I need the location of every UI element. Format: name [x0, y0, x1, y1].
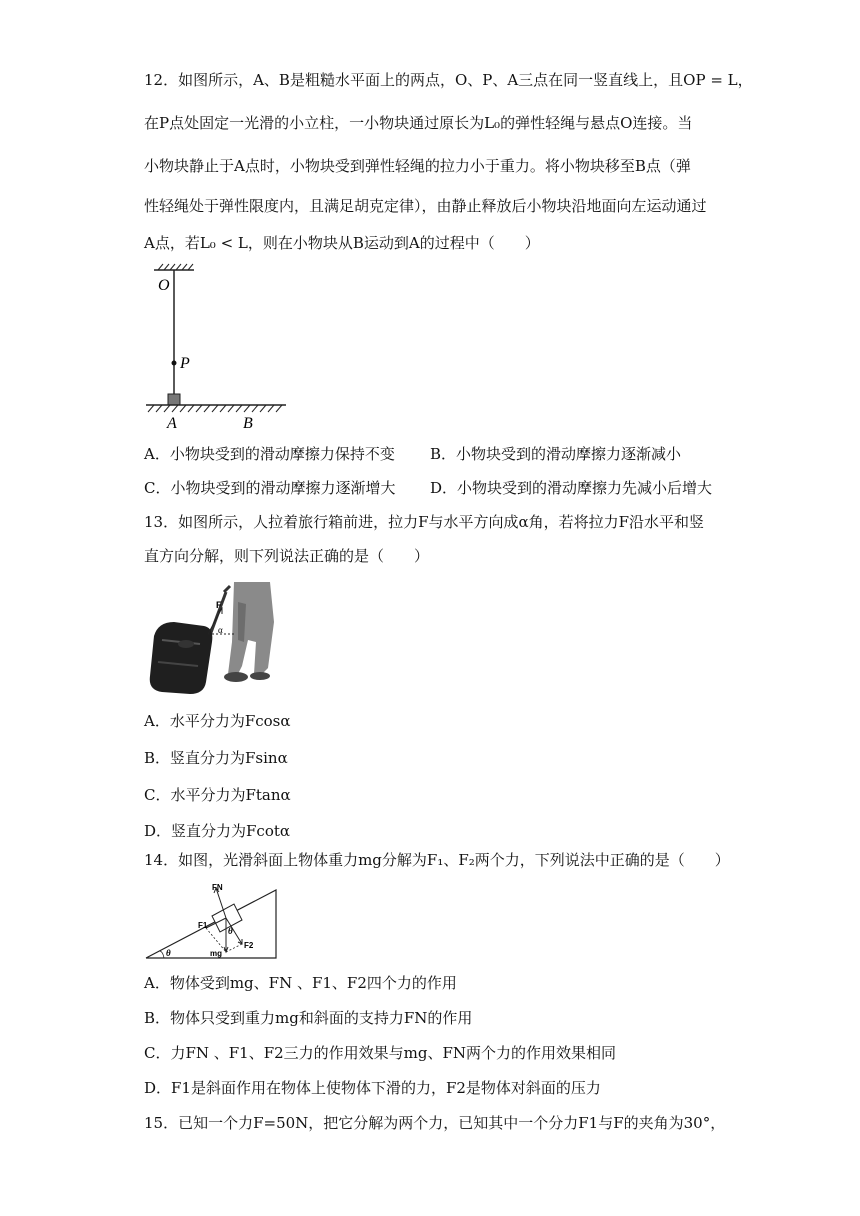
- q13-option-c: C．水平分力为Ftanα: [144, 786, 291, 804]
- q12-option-b: B．小物块受到的滑动摩擦力逐渐减小: [430, 445, 682, 463]
- q13-option-b: B．竖直分力为Fsinα: [144, 749, 288, 767]
- q14-label-f2: F2: [244, 941, 254, 950]
- q14-option-b: B．物体只受到重力mg和斜面的支持力FN的作用: [144, 1009, 473, 1027]
- q12-label-o: O: [158, 277, 170, 294]
- q14-option-c: C．力FN 、F1、F2三力的作用效果与mg、FN两个力的作用效果相同: [144, 1044, 617, 1062]
- q14-option-a: A．物体受到mg、FN 、F1、F2四个力的作用: [144, 974, 457, 992]
- q12-label-b: B: [243, 415, 253, 432]
- q12-line-2: 在P点处固定一光滑的小立柱，一小物块通过原长为L₀的弹性轻绳与悬点O连接。当: [144, 114, 693, 132]
- q14-label-theta-base: θ: [166, 948, 171, 958]
- q12-label-p: P: [180, 355, 190, 372]
- q12-figure: [140, 262, 300, 432]
- q13-suitcase-photo: [146, 582, 286, 698]
- q14-label-f1: F1: [198, 921, 208, 930]
- q14-label-theta-inner: θ: [228, 926, 233, 936]
- q13-option-a: A．水平分力为Fcosα: [144, 712, 291, 730]
- q14-figure: [142, 876, 282, 962]
- q14-label-mg: mg: [210, 949, 222, 958]
- q13-line-2: 直方向分解，则下列说法正确的是（ ）: [144, 547, 430, 565]
- q14-line-1: 14．如图，光滑斜面上物体重力mg分解为F₁、F₂两个力，下列说法中正确的是（ ）: [144, 851, 730, 869]
- q12-option-d: D．小物块受到的滑动摩擦力先减小后增大: [430, 479, 713, 497]
- q13-line-1: 13．如图所示，人拉着旅行箱前进，拉力F与水平方向成α角，若将拉力F沿水平和竖: [144, 513, 705, 531]
- q12-option-a: A．小物块受到的滑动摩擦力保持不变: [144, 445, 395, 463]
- q13-label-f: F: [216, 600, 222, 610]
- q12-line-5: A点，若L₀ < L，则在小物块从B运动到A的过程中（ ）: [144, 234, 540, 252]
- q12-line-3: 小物块静止于A点时，小物块受到弹性轻绳的拉力小于重力。将小物块移至B点（弹: [144, 157, 691, 175]
- q15-line-1: 15．已知一个力F=50N，把它分解为两个力，已知其中一个分力F1与F的夹角为30°，: [144, 1114, 726, 1132]
- q14-label-fn: FN: [212, 883, 223, 892]
- q12-option-c: C．小物块受到的滑动摩擦力逐渐增大: [144, 479, 396, 497]
- q13-option-d: D．竖直分力为Fcotα: [144, 822, 291, 840]
- q12-line-1: 12．如图所示，A、B是粗糙水平面上的两点，O、P、A三点在同一竖直线上，且OP = L，: [144, 71, 753, 89]
- q12-line-4: 性轻绳处于弹性限度内，且满足胡克定律），由静止释放后小物块沿地面向左运动通过: [144, 197, 707, 215]
- q12-label-a: A: [167, 415, 177, 432]
- q14-option-d: D．F1是斜面作用在物体上使物体下滑的力，F2是物体对斜面的压力: [144, 1079, 601, 1097]
- q13-label-alpha: α: [218, 625, 223, 635]
